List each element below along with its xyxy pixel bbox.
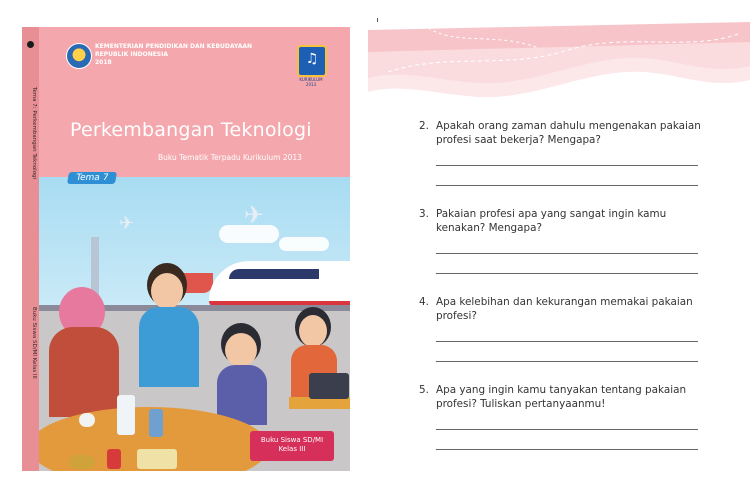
tin-icon: [69, 455, 95, 469]
question-text: Apa yang ingin kamu tanyakan tentang pakaian profesi? Tuliskan pertanyaanmu!: [436, 384, 687, 410]
train-window: [229, 269, 319, 279]
question-number: 4.: [419, 296, 429, 308]
can-icon: [149, 409, 163, 437]
woman-body: [49, 327, 119, 417]
theme-tag: Tema 7: [67, 172, 117, 184]
question-text: Apakah orang zaman dahulu mengenakan pakaian profesi saat bekerja? Mengapa?: [436, 120, 701, 146]
ministry-header: [95, 43, 295, 67]
answer-line[interactable]: [436, 185, 698, 186]
question-text: Pakaian profesi apa yang sangat ingin kamu kenakan? Mengapa?: [436, 208, 667, 234]
cover-illustration: [39, 177, 350, 471]
decorative-wave-banner: [368, 22, 750, 100]
spine-subtitle: Buku Siswa SD/MI Kelas III: [31, 307, 37, 379]
question-item: [419, 208, 709, 235]
question-text: Apa kelebihan dan kekurangan memakai pakaian profesi?: [436, 296, 693, 322]
ministry-line-1: KEMENTERIAN PENDIDIKAN DAN KEBUDAYAAN: [95, 43, 253, 50]
answer-line[interactable]: [436, 429, 698, 430]
bullet-train-icon: [209, 261, 350, 307]
airplane-icon: ✈: [119, 213, 135, 234]
curriculum-logo-icon: ♫: [297, 45, 327, 77]
question-list: [419, 120, 709, 450]
milk-bottle-icon: [117, 395, 135, 435]
boy-body: [139, 307, 199, 387]
answer-line[interactable]: [436, 165, 698, 166]
badge-line-2: Kelas III: [278, 445, 306, 453]
question-number: 3.: [419, 208, 429, 220]
tut-wuri-emblem-icon: [66, 43, 92, 69]
book-spine: [22, 27, 39, 471]
question-item: [419, 384, 709, 411]
airplane-icon: ✈: [244, 201, 265, 229]
sauce-bottle-icon: [107, 449, 121, 469]
boy-face: [151, 273, 183, 309]
answer-line[interactable]: [436, 273, 698, 274]
answer-line[interactable]: [436, 361, 698, 362]
girl-face: [299, 315, 327, 347]
grade-badge: [250, 431, 334, 461]
spine-title: Tema 7: Perkembangan Teknologi: [31, 87, 37, 180]
cloud-icon: [279, 237, 329, 251]
curriculum-logo-caption: KURIKULUM 2013: [299, 77, 323, 87]
answer-line[interactable]: [436, 341, 698, 342]
ministry-line-2: REPUBLIK INDONESIA: [95, 51, 169, 58]
badge-line-1: Buku Siswa SD/MI: [260, 436, 324, 444]
question-number: 5.: [419, 384, 429, 396]
answer-line[interactable]: [436, 253, 698, 254]
book-subtitle: Buku Tematik Terpadu Kurikulum 2013: [158, 153, 302, 162]
book-cover: [22, 27, 350, 471]
spine-dot: [27, 41, 34, 48]
egg-tray-icon: [137, 449, 177, 469]
book-title: Perkembangan Teknologi: [70, 119, 312, 141]
answer-line[interactable]: [436, 449, 698, 450]
laptop-icon: [309, 373, 349, 399]
question-item: [419, 120, 709, 147]
question-item: [419, 296, 709, 323]
child-face: [225, 333, 257, 367]
question-number: 2.: [419, 120, 429, 132]
ministry-year: 2018: [95, 59, 112, 66]
cup-icon: [79, 413, 95, 427]
